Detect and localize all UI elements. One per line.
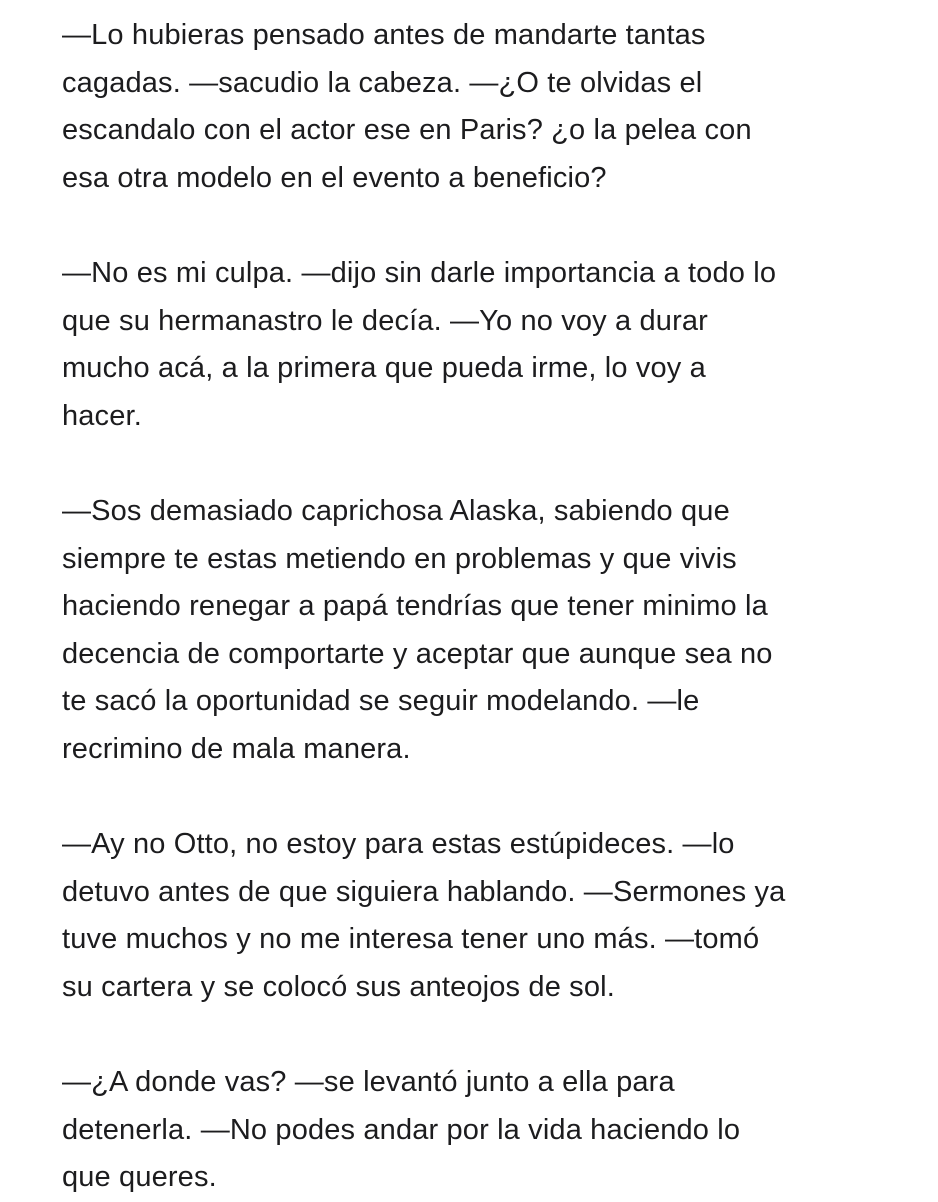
paragraph-1 (62, 12, 922, 202)
paragraph-gap (62, 1011, 922, 1059)
paragraph-gap (62, 440, 922, 488)
document-body (62, 12, 922, 1202)
paragraph-5 (62, 1059, 922, 1202)
text-line: mucho acá, a la primera que pueda irme, lo voy a (62, 352, 706, 385)
text-line: tuve muchos y no me interesa tener uno más. —tomó (62, 923, 760, 956)
paragraph-gap (62, 774, 922, 822)
text-line: su cartera y se colocó sus anteojos de sol. (62, 970, 615, 1003)
text-line: hacer. (62, 399, 142, 432)
text-line: —No es mi culpa. —dijo sin darle importancia a todo lo (62, 256, 777, 289)
text-line: —Lo hubieras pensado antes de mandarte tantas (62, 19, 706, 51)
text-line: decencia de comportarte y aceptar que aunque sea no (62, 637, 773, 670)
paragraph-gap (62, 202, 922, 250)
paragraph-2 (62, 250, 922, 440)
text-line: recrimino de mala manera. (62, 732, 411, 765)
text-line: que queres. (62, 1161, 217, 1194)
text-line: haciendo renegar a papá tendrías que tener minimo la (62, 590, 768, 623)
text-line: escandalo con el actor ese en Paris? ¿o la pelea con (62, 114, 752, 147)
text-line: —Sos demasiado caprichosa Alaska, sabiendo que (62, 494, 730, 527)
text-line: esa otra modelo en el evento a beneficio? (62, 161, 607, 194)
text-line: —¿A donde vas? —se levantó junto a ella para (62, 1066, 675, 1099)
paragraph-4 (62, 821, 922, 1011)
text-line: cagadas. —sacudio la cabeza. —¿O te olvidas el (62, 66, 703, 99)
text-line: te sacó la oportunidad se seguir modelando. —le (62, 685, 700, 718)
text-line: detenerla. —No podes andar por la vida haciendo lo (62, 1113, 741, 1146)
text-line: —Ay no Otto, no estoy para estas estúpideces. —lo (62, 828, 735, 861)
text-line: detuvo antes de que siguiera hablando. —Sermones ya (62, 875, 786, 908)
paragraph-3 (62, 488, 922, 774)
text-line: siempre te estas metiendo en problemas y que vivis (62, 542, 737, 575)
text-line: que su hermanastro le decía. —Yo no voy a durar (62, 304, 708, 337)
